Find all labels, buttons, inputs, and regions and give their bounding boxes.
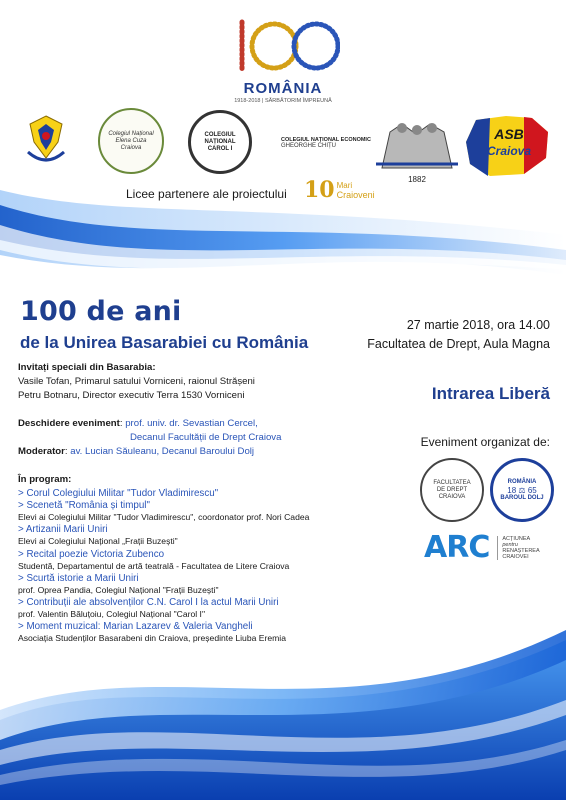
program-detail: Elevi ai Colegiului Militar "Tudor Vladimirescu", coordonator prof. Nori Cadea <box>18 512 310 523</box>
program-item: > Corul Colegiului Militar "Tudor Vladimirescu" <box>18 488 219 499</box>
baroul-dolj-logo: ROMÂNIA 18 ⚖ 65 BAROUL DOLJ <box>490 458 554 522</box>
program-item: > Scenetă "România și timpul" <box>18 500 150 512</box>
facultatea-drept-logo: FACULTATEA DE DREPT CRAIOVA <box>420 458 484 522</box>
moderator-line: Moderator: av. Lucian Săuleanu, Decanul Baroului Dolj <box>18 446 255 457</box>
program-detail: Asociația Studenților Basarabeni din Craiova, președinte Liuba Eremia <box>18 633 286 644</box>
mari-craioveni-logo: 10 Mari Craioveni <box>304 177 375 203</box>
arc-logo: ARC ACȚIUNEA pentru RENAȘTEREA CRAIOVEI <box>424 530 540 565</box>
opening-line: Deschidere eveniment: prof. univ. dr. Sevastian Cercel, <box>18 418 258 429</box>
event-date: 27 martie 2018, ora 14.00 <box>406 318 550 332</box>
fratii-buzesti-logo: 1882 <box>372 118 462 182</box>
partners-caption: Licee partenere ale proiectului <box>126 187 287 201</box>
program-item: > Contribuții ale absolvenților C.N. Carol I la actul Marii Uniri <box>18 596 279 608</box>
moderator-label: Moderator <box>18 446 65 457</box>
program-detail: Elevi ai Colegiului Național „Frații Buzești" <box>18 536 178 547</box>
colegiul-carol-i-logo: COLEGIUL NAȚIONAL CAROL I <box>188 110 252 174</box>
brothers-statue-icon <box>372 118 462 170</box>
program-item: > Scurtă istorie a Marii Uniri <box>18 572 139 584</box>
program-detail: prof. Oprea Pandia, Colegiul Național "Frații Buzești" <box>18 584 219 595</box>
program-item: > Moment muzical: Marian Lazarev & Valeria Vangheli <box>18 621 253 633</box>
event-title: 100 de ani <box>20 296 182 327</box>
logo-tagline: 1918-2018 | SĂRBĂTORIM ÎMPREUNĂ <box>234 98 332 104</box>
colegiul-economic-logo: COLEGIUL NAȚIONAL ECONOMIC GHEORGHE CHIȚU <box>281 137 371 149</box>
program-detail: prof. Valentin Băluțoiu, Colegiul Național "Carol I" <box>18 609 205 619</box>
organized-by-label: Eveniment organizat de: <box>420 435 550 449</box>
program-item: > Artizanii Marii Uniri <box>18 524 108 536</box>
guest-2: Petru Botnaru, Director executiv Terra 1530 Vorniceni <box>18 390 245 401</box>
guest-1: Vasile Tofan, Primarul satului Vorniceni, raionul Strășeni <box>18 376 255 387</box>
eagle-crest-icon <box>22 112 70 166</box>
program-heading: În program: <box>18 474 72 485</box>
program-detail: Studentă, Departamentul de artă teatrală - Facultatea de Litere Craiova <box>18 560 290 571</box>
asb-craiova-logo: ASB Craiova <box>462 112 552 180</box>
romania-100-logo <box>226 14 340 106</box>
event-venue: Facultatea de Drept, Aula Magna <box>367 337 550 351</box>
logo-country: ROMÂNIA <box>243 80 323 97</box>
scales-icon: ⚖ <box>518 485 526 495</box>
free-entry-label: Intrarea Liberă <box>431 384 550 403</box>
moderator-value: av. Lucian Săuleanu, Decanul Baroului Dolj <box>70 446 255 457</box>
program-item: > Recital poezie Victoria Zubenco <box>18 548 165 560</box>
opening-speaker: prof. univ. dr. Sevastian Cercel, <box>125 418 258 429</box>
event-subtitle: de la Unirea Basarabiei cu România <box>20 333 309 352</box>
100-dots-icon <box>226 14 340 76</box>
colegiul-elena-cuza-logo: Colegiul Național Elena Cuza Craiova <box>98 108 164 174</box>
opening-label: Deschidere eveniment <box>18 418 120 429</box>
guests-heading: Invitați speciali din Basarabia: <box>18 362 156 373</box>
opening-speaker-role: Decanul Facultății de Drept Craiova <box>130 432 282 443</box>
